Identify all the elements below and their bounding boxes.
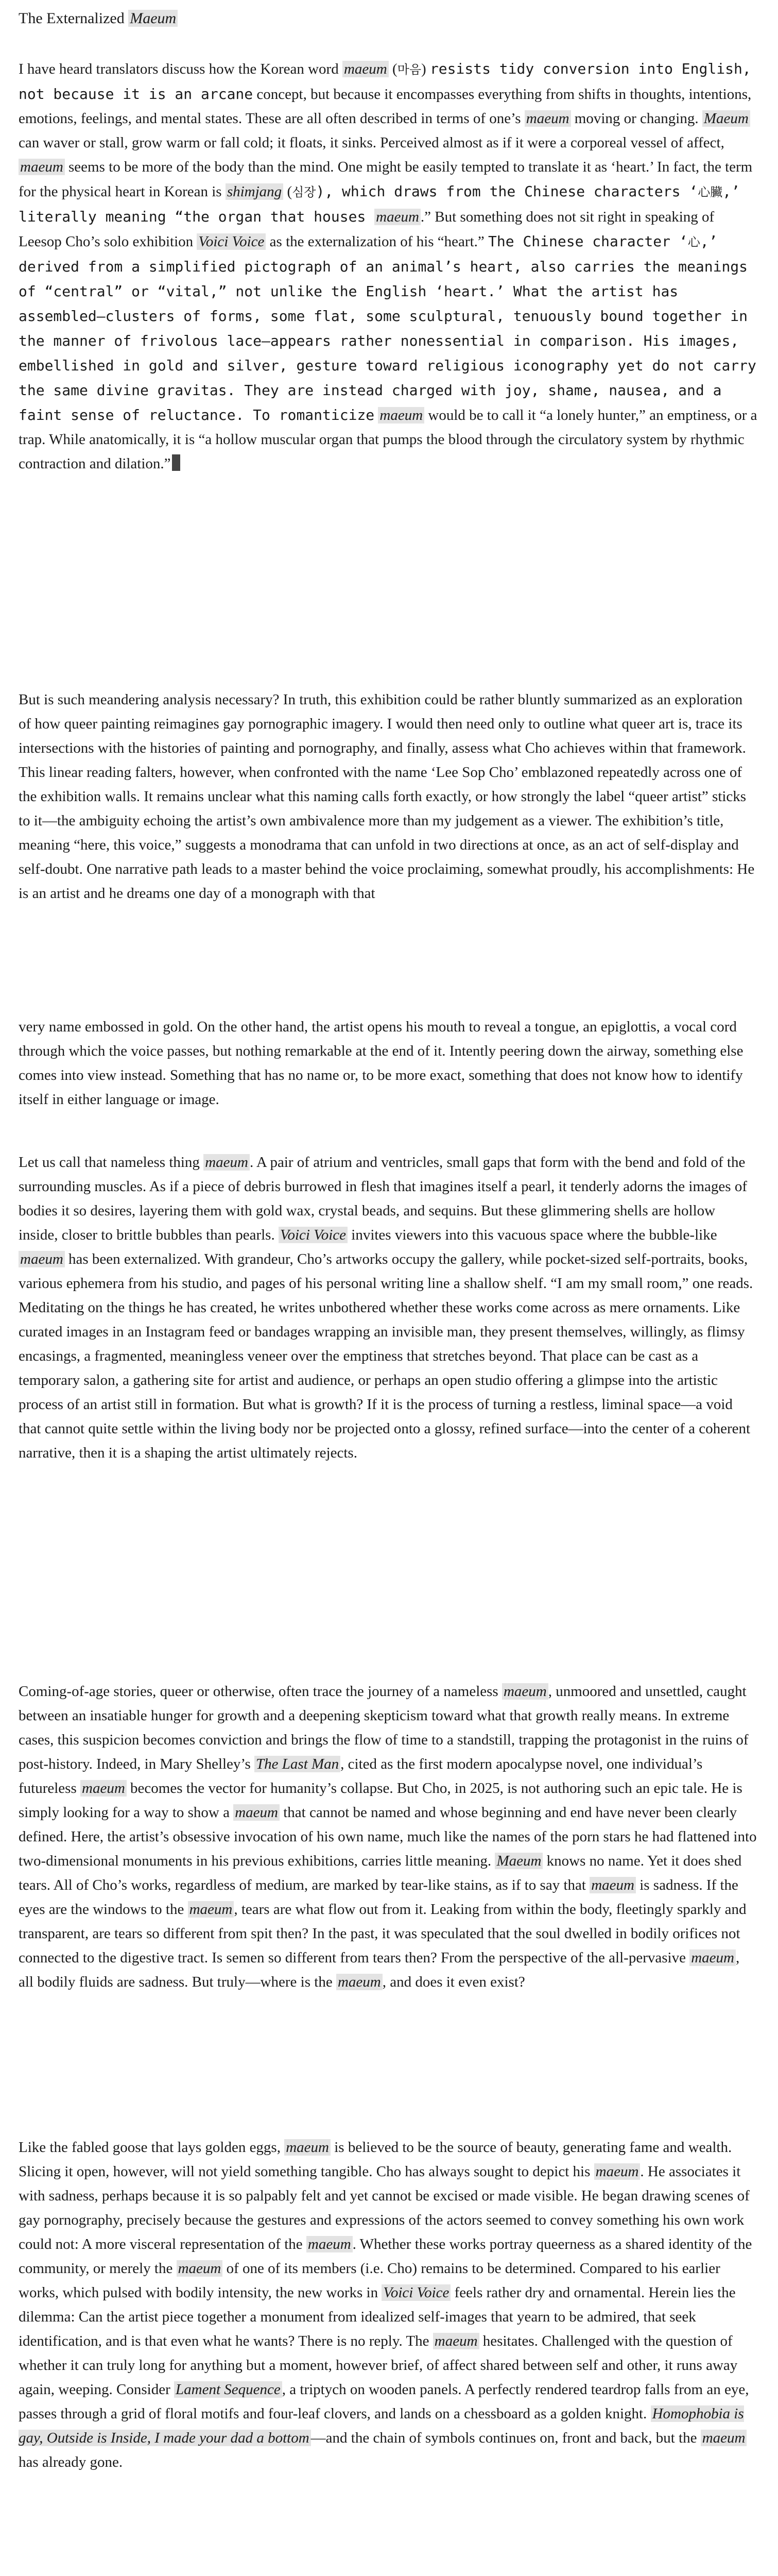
- p6-text: . He associates it with sadness, perhaps because it is so palpably felt and yet cannot be excised or made visible. He began drawing scenes of gay pornography, precisely because the gestures and expressions of the actors seemed to convey something his own work could not: A more visceral representation of the: [19, 2163, 750, 2252]
- p6-text: —and the chain of symbols continues on, front and back, but the: [310, 2430, 701, 2446]
- p5-text: becomes the vector for humanity’s collapse. But Cho, in 2025, is not authoring such an epic tale. He is simply looking for a way to show a: [19, 1780, 742, 1821]
- p5-text: knows no name. Yet it does shed tears. All of Cho’s works, regardless of medium, are marked by tear-like stains, as if to say that: [19, 1853, 742, 1893]
- term-shimjang: shimjang: [226, 183, 283, 200]
- p1-text: moving or changing.: [570, 110, 702, 127]
- title-voici-voice: Voici Voice: [382, 2284, 451, 2301]
- p1-mono-text: ,’ derived from a simplified pictograph of an animal’s heart, also carries the meanings of “central” or “vital,” not unlike the English ‘heart.’ What the artist has assembled—clusters of forms, some flat, some sculptural, tenuously bound together in the manner of frivolous lace—appears rather nonessential in comparison. His images, embellished in gold and silver, gesture toward religious iconography yet do not carry the same divine gravitas. They are instead charged with joy, shame, nausea, and a faint sense of reluctance. To romanticize: [19, 233, 756, 423]
- p4-text: has been externalized. With grandeur, Cho’s artworks occupy the gallery, while pocket-sized self-portraits, books, various ephemera from his studio, and pages of his personal writing line a shallow shelf. “I am my small room,” one reads. Meditating on the things he has created, he writes unbothered whether these works come across as mere ornaments. Like curated images in an Instagram feed or bandages wrapping an invisible man, they present themselves, willingly, as flimsy encasings, a fragmented, meaningless veneer over the emptiness that stretches beyond. That place can be cast as a temporary salon, a gathering site for artist and audience, or perhaps an open studio offering a glimpse into the artistic process of an artist still in formation. But what is growth? If it is the process of turning a restless, liminal space—a void that cannot quite settle within the living body nor be projected onto a glossy, refined surface—into the center of a coherent narrative, then it is a shaping the artist ultimately rejects.: [19, 1251, 753, 1461]
- title-the-last-man: The Last Man: [254, 1756, 340, 1772]
- term-maeum: maeum: [502, 1683, 548, 1700]
- p6-text: , a triptych on wooden panels. A perfectly rendered teardrop falls from an eye, passes through a grid of floral motifs and four-leaf clovers, and lands on a chessboard as a golden knight.: [19, 2381, 749, 2422]
- term-maeum: maeum: [203, 1154, 250, 1171]
- p6-text: . Whether these works portray queerness as a shared identity of the community, or merely the: [19, 2236, 752, 2277]
- term-maeum: maeum: [306, 2236, 353, 2252]
- term-maeum: maeum: [689, 1950, 736, 1966]
- p5-text: Coming-of-age stories, queer or otherwise, often trace the journey of a nameless: [19, 1683, 502, 1700]
- chinese-characters: 心臟: [698, 185, 723, 199]
- term-maeum: maeum: [177, 2260, 223, 2277]
- paragraph-1: [19, 57, 758, 476]
- footnote-marker[interactable]: [172, 454, 180, 471]
- term-maeum: maeum: [701, 2430, 747, 2446]
- title-voici-voice: Voici Voice: [197, 233, 266, 250]
- term-maeum: maeum: [80, 1780, 127, 1797]
- paragraph-4: [19, 1150, 758, 1465]
- p1-mono-text: ,’ literally meaning “the organ that houses: [19, 183, 740, 225]
- p1-text: as the externalization of his “heart.”: [266, 233, 489, 250]
- paragraph-2: But is such meandering analysis necessary? In truth, this exhibition could be rather bluntly summarized as an exploration of how queer painting reimagines gay pornographic imagery. I would then need only to outline what queer art is, trace its intersections with the histories of painting and pornography, and finally, assess what Cho achieves within that framework. This linear reading falters, however, when confronted with the name ‘Lee Sop Cho’ emblazoned repeatedly across one of the exhibition walls. It remains unclear what this naming calls forth exactly, or how strongly the label “queer artist” sticks to it—the ambiguity echoing the artist’s own ambivalence more than my judgement as a viewer. The exhibition’s title, meaning “here, this voice,” suggests a monodrama that can unfold in two directions at once, as an act of self-display and self-doubt. One narrative path leads to a master behind the voice proclaiming, somewhat proudly, his accomplishments: He is an artist and he dreams one day of a monograph with that: [19, 691, 755, 902]
- title-voici-voice: Voici Voice: [279, 1227, 348, 1243]
- p5-text: , all bodily fluids are sadness. But truly—where is the: [19, 1950, 740, 1990]
- paragraph-5: [19, 1680, 758, 1994]
- p1-text: I have heard translators discuss how the Korean word: [19, 61, 342, 77]
- term-maeum: maeum: [19, 159, 65, 175]
- p4-text: Let us call that nameless thing: [19, 1154, 204, 1171]
- p6-text: of one of its members (i.e. Cho) remains to be determined. Compared to his earlier works, which pulsed with bodily intensity, the new works in: [19, 2260, 720, 2301]
- p6-text: is believed to be the source of beauty, generating fame and wealth. Slicing it open, however, will not yield something tangible. Cho has always sought to depict his: [19, 2139, 732, 2180]
- title-prefix: The Externalized: [19, 10, 129, 27]
- term-maeum: Maeum: [495, 1853, 543, 1869]
- title-artwork-series: Homophobia is gay, Outside is Inside, I made your dad a bottom: [19, 2405, 744, 2446]
- p1-text: seems to be more of the body than the mind. One might be easily tempted to translate it as ‘heart.’ In fact, the term for the physical heart in Korean is: [19, 159, 753, 200]
- term-maeum: maeum: [374, 209, 421, 225]
- p6-text: Like the fabled goose that lays golden eggs,: [19, 2139, 285, 2156]
- p1-mono-text: The Chinese character ‘: [488, 233, 688, 250]
- term-maeum: maeum: [590, 1877, 636, 1893]
- p4-text: invites viewers into this vacuous space where the bubble-like: [348, 1227, 717, 1243]
- p5-text: , cited as the first modern apocalypse novel, one individual’s futureless: [19, 1756, 703, 1797]
- p1-mono-text: resists tidy conversion into English, not because it is an arcane: [19, 60, 751, 103]
- term-maeum: maeum: [19, 1251, 65, 1267]
- title-highlight-maeum: Maeum: [128, 10, 178, 27]
- p5-text: that cannot be named and whose beginning and end have never been clearly defined. Here, the artist’s obsessive invocation of his own name, much like the names of the porn stars he had flattened into two-dimensional monuments in his previous exhibitions, carries little meaning.: [19, 1804, 757, 1869]
- term-maeum: maeum: [233, 1804, 280, 1821]
- term-maeum: Maeum: [702, 110, 750, 127]
- document-title: [19, 3, 178, 34]
- p1-mono-text: ), which draws from the Chinese characters ‘: [316, 183, 698, 200]
- chinese-character: 心: [687, 235, 700, 249]
- p1-text: would be to call it “a lonely hunter,” an emptiness, or a trap. While anatomically, it is “a hollow muscular organ that pumps the blood through the circulatory system by rhythmic contraction and dilation.”: [19, 407, 757, 472]
- p5-text: is sadness. If the eyes are the windows to the: [19, 1877, 738, 1918]
- term-maeum: maeum: [594, 2163, 641, 2180]
- term-maeum: maeum: [525, 110, 571, 127]
- term-maeum: maeum: [342, 61, 389, 77]
- term-maeum: maeum: [336, 1974, 383, 1990]
- title-lament-sequence: Lament Sequence: [174, 2381, 282, 2398]
- p6-text: has already gone.: [19, 2454, 123, 2470]
- p5-text: , tears are what flow out from it. Leaking from within the body, fleetingly sparkly and transparent, are tears so different from spit then? In the past, it was speculated that the soul dwelled in bodily orifices not connected to the digestive tract. Is semen so different from tears then? From the perspective of the all-pervasive: [19, 1901, 747, 1966]
- p6-text: hesitates. Challenged with the question of whether it can truly long for anything but a moment, however brief, of affect shared between self and other, it runs away again, weeping. Consider: [19, 2333, 738, 2398]
- p5-text: , unmoored and unsettled, caught between an insatiable hunger for growth and a deepening skepticism toward what that growth really means. In extreme cases, this suspicion becomes conviction and brings the flow of time to a standstill, trapping the protagonist in the ruins of post-history. Indeed, in Mary Shelley’s: [19, 1683, 749, 1772]
- p1-text: (: [388, 61, 397, 77]
- p6-text: feels rather dry and ornamental. Herein lies the dilemma: Can the artist piece together a monument from idealized self-images that yearn to be admired, that seek identification, and is that even what he wants? There is no reply. The: [19, 2284, 736, 2349]
- p1-text: concept, but because it encompasses everything from shifts in thoughts, intentions, emotions, feelings, and mental states. These are all often described in terms of one’s: [19, 86, 752, 127]
- term-maeum: maeum: [188, 1901, 234, 1918]
- p1-text: .” But something does not sit right in speaking of Leesop Cho’s solo exhibition: [19, 209, 715, 250]
- korean-word: 심장: [292, 185, 316, 199]
- korean-word: 마음: [397, 62, 422, 77]
- p1-text: (: [283, 183, 292, 200]
- p4-text: . A pair of atrium and ventricles, small gaps that form with the bend and fold of the surrounding muscles. As if a piece of debris burrowed in flesh that imagines itself a pearl, it tenderly adorns the images of bodies it so desires, layering them with gold wax, crystal beads, and sequins. But these glimmering shells are hollow inside, closer to brittle bubbles than pearls.: [19, 1154, 747, 1243]
- paragraph-3: very name embossed in gold. On the other hand, the artist opens his mouth to reveal a tongue, an epiglottis, a vocal cord through which the voice passes, but nothing remarkable at the end of it. Intently peering down the airway, something else comes into view instead. Something that has no name or, to be more exact, something that does not know how to identify itself in either language or image.: [19, 1019, 744, 1108]
- term-maeum: maeum: [378, 407, 424, 423]
- term-maeum: maeum: [284, 2139, 331, 2156]
- p1-text: can waver or stall, grow warm or fall cold; it floats, it sinks. Perceived almost as if it were a corporeal vessel of affect,: [19, 134, 724, 151]
- paragraph-6: [19, 2136, 758, 2475]
- p1-text: ): [421, 61, 430, 77]
- p5-text: , and does it even exist?: [382, 1974, 525, 1990]
- term-maeum: maeum: [433, 2333, 479, 2349]
